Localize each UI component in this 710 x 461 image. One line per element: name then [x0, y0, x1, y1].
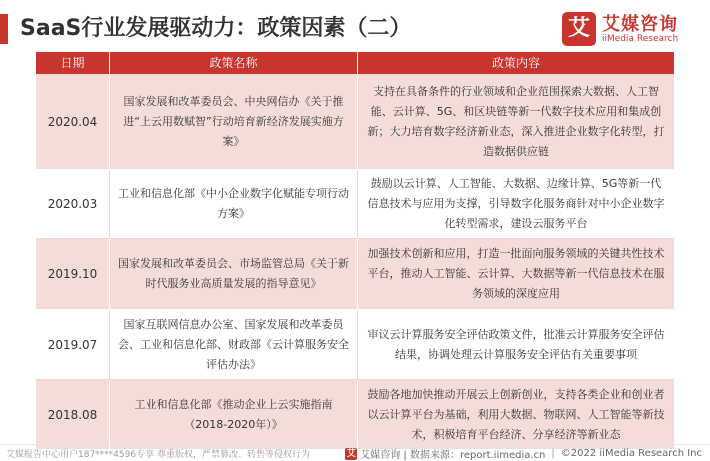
footer-source: 艾 艾媒咨询 | 数据来源：report.iimedia.cn | ©2022 iiMedia Research Inc — [346, 448, 702, 461]
row-policy-name: 国家发展和改革委员会、市场监管总局《关于新时代服务业高质量发展的指导意见》 — [110, 239, 358, 309]
row-date: 2019.10 — [36, 239, 110, 309]
row-policy-content: 鼓励以云计算、人工智能、大数据、边缘计算、5G等新一代信息技术与应用为支撑，引导数字化服务商针对中小企业数字化转型需求，建设云服务平台 — [367, 177, 665, 230]
header-date: 日期 — [36, 52, 110, 74]
footer-divider — [0, 444, 710, 445]
row-policy-name: 工业和信息化部《推动企业上云实施指南（2018-2020年）》 — [110, 380, 358, 449]
table-row — [36, 170, 674, 239]
row-date: 2018.08 — [36, 380, 110, 449]
policy-table — [36, 52, 674, 450]
footer-copyright: ©2022 iiMedia Research Inc — [560, 448, 702, 459]
row-policy-content: 审议云计算服务安全评估政策文件，批准云计算服务安全评估结果，协调处理云计算服务安全评估有关重要事项 — [367, 327, 665, 361]
row-date: 2020.03 — [36, 170, 110, 238]
table-row — [36, 380, 674, 450]
row-policy-content: 加强技术创新和应用，打造一批面向服务领域的关键共性技术平台，推动人工智能、云计算、大数据等新一代信息技术在服务领域的深度应用 — [367, 247, 665, 300]
row-policy-content: 支持在具备条件的行业领域和企业范围探索大数据、人工智能、云计算、5G、和区块链等新一代数字技术应用和集成创新；大力培育数字经济新业态，深入推进企业数字化转型，打造数据供应链 — [367, 84, 665, 158]
table-header — [36, 52, 674, 74]
header-policy-content: 政策内容 — [491, 56, 540, 70]
brand-logo — [562, 10, 692, 50]
logo-name: 艾媒咨询 — [602, 14, 678, 35]
row-policy-name: 国家发展和改革委员会、中央网信办《关于推进“上云用数赋智”行动培育新经济发展实施方案》 — [110, 74, 358, 169]
logo-subtitle: iiMedia Research — [602, 34, 679, 44]
page-title: SaaS行业发展驱动力：政策因素（二） — [20, 16, 412, 41]
row-policy-content: 鼓励各地加快推动开展云上创新创业，支持各类企业和创业者以云计算平台为基础，利用大数据、物联网、人工智能等新技术，积极培育平台经济、分享经济等新业态 — [367, 387, 665, 441]
row-policy-name: 工业和信息化部《中小企业数字化赋能专项行动方案》 — [110, 170, 358, 238]
row-date: 2019.07 — [36, 310, 110, 379]
table-row — [36, 310, 674, 380]
footer-logo-icon: 艾 — [346, 448, 356, 459]
title-accent-bar — [0, 14, 8, 44]
logo-mark-icon: 艾 — [562, 12, 596, 46]
table-row — [36, 239, 674, 310]
header-policy-name: 政策名称 — [110, 52, 358, 74]
table-row — [36, 74, 674, 170]
row-date: 2020.04 — [36, 74, 110, 169]
row-policy-name: 国家互联网信息办公室、国家发展和改革委员会、工业和信息化部、财政部《云计算服务安全评估办法》 — [110, 310, 358, 379]
footer-source-text: 艾媒咨询 | 数据来源：report.iimedia.cn — [360, 450, 546, 461]
footer-copyright-notice: 艾媒报告中心用户187****4596专享 尊重版权，严禁篡改、转售等侵权行为 — [6, 450, 310, 460]
